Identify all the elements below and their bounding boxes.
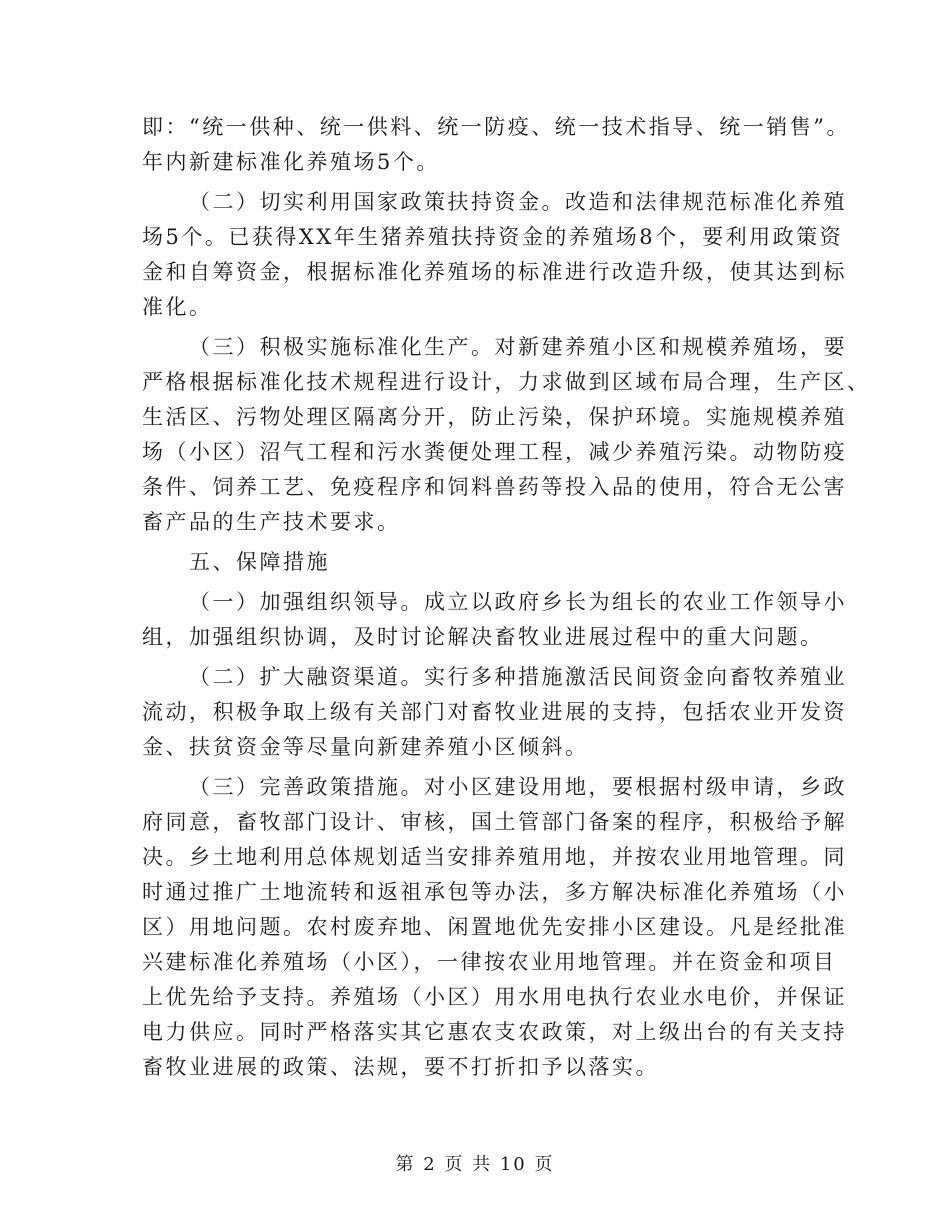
paragraph-p4 (142, 545, 814, 580)
text-line: （三）积极实施标准化生产。对新建养殖小区和规模养殖场，要 (189, 335, 847, 359)
text-line: （二）切实利用国家政策扶持资金。改造和法律规范标准化养殖 (189, 190, 847, 214)
text-line: 决。乡土地利用总体规划适当安排养殖用地，并按农业用地管理。同 (142, 845, 847, 869)
text-line: 流动，积极争取上级有关部门对畜牧业进展的支持，包括农业开发资 (142, 700, 847, 724)
text-line: 上优先给予支持。养殖场（小区）用水用电执行农业水电价，并保证 (142, 985, 847, 1009)
text-line: 条件、饲养工艺、免疫程序和饲料兽药等投入品的使用，符合无公害 (142, 475, 847, 499)
text-line: 准化。 (142, 295, 213, 319)
paragraph-p1 (142, 110, 850, 180)
page-number-footer: 第 2 页 共 10 页 (395, 1154, 555, 1175)
text-line: 畜牧业进展的政策、法规，要不打折扣予以落实。 (142, 1055, 659, 1079)
paragraph-p6 (142, 660, 847, 765)
text-line: 金、扶贫资金等尽量向新建养殖小区倾斜。 (142, 735, 589, 759)
text-line: 组，加强组织协调，及时讨论解决畜牧业进展过程中的重大问题。 (142, 625, 824, 649)
text-line: 府同意，畜牧部门设计、审核，国土管部门备案的程序，积极给予解 (142, 810, 847, 834)
text-line: 场（小区）沼气工程和污水粪便处理工程，减少养殖污染。动物防疫 (142, 440, 847, 464)
text-line: 年内新建标准化养殖场5个。 (142, 150, 440, 174)
text-line: 畜产品的生产技术要求。 (142, 510, 401, 534)
text-line: 五、保障措施 (189, 550, 330, 574)
text-line: 区）用地问题。农村废弃地、闲置地优先安排小区建设。凡是经批准 (142, 915, 847, 939)
text-line: 时通过推广土地流转和返祖承包等办法，多方解决标准化养殖场（小 (142, 880, 847, 904)
paragraph-p3 (142, 330, 871, 540)
text-line: 生活区、污物处理区隔离分开，防止污染，保护环境。实施规模养殖 (142, 405, 847, 429)
text-line: 严格根据标准化技术规程进行设计，力求做到区域布局合理，生产区、 (142, 370, 871, 394)
text-line: 电力供应。同时严格落实其它惠农支农政策，对上级出台的有关支持 (142, 1020, 847, 1044)
document-body (142, 110, 871, 1085)
text-line: 金和自筹资金，根据标准化养殖场的标准进行改造升级，使其达到标 (142, 260, 847, 284)
text-line: 兴建标准化养殖场（小区），一律按农业用地管理。并在资金和项目 (142, 950, 837, 974)
paragraph-p2 (142, 185, 847, 325)
text-line: 场5个。已获得XX年生猪养殖扶持资金的养殖场8个，要利用政策资 (142, 225, 844, 249)
text-line: （一）加强组织领导。成立以政府乡长为组长的农业工作领导小 (189, 590, 847, 614)
text-line: （二）扩大融资渠道。实行多种措施激活民间资金向畜牧养殖业 (189, 665, 847, 689)
paragraph-p7 (142, 770, 847, 1085)
text-line: （三）完善政策措施。对小区建设用地，要根据村级申请，乡政 (189, 775, 847, 799)
text-line: 即：“统一供种、统一供料、统一防疫、统一技术指导、统一销售”。 (142, 115, 850, 139)
paragraph-p5 (142, 585, 847, 655)
